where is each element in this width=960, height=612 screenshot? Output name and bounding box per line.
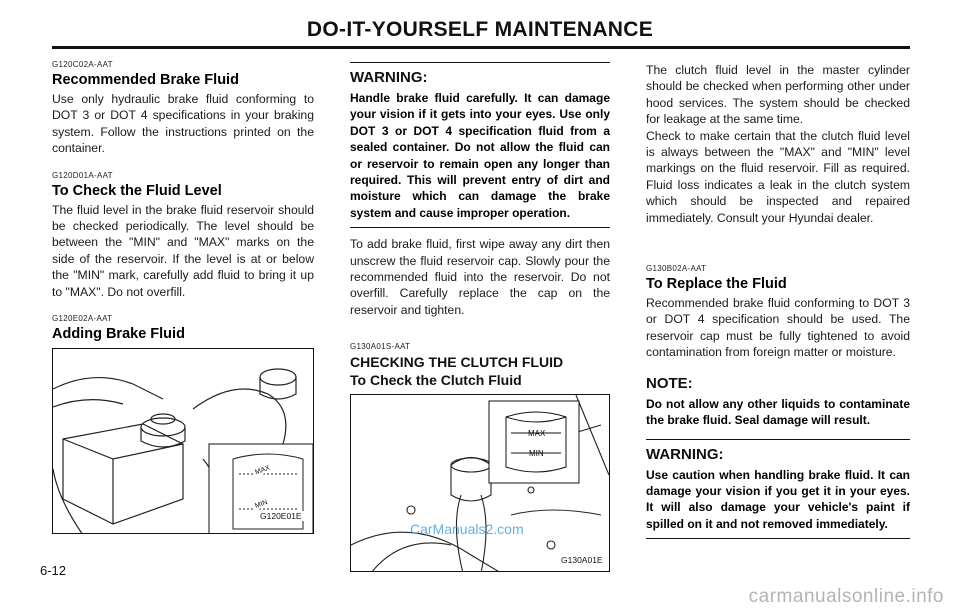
section-title: To Check the Fluid Level	[52, 182, 222, 199]
note-body: Do not allow any other liquids to contaminate the brake fluid. Seal damage will result.	[646, 396, 910, 428]
page-number: 6-12	[40, 563, 67, 578]
clutch-text-2: Check to make certain that the clutch fluid level is always between the "MAX" and "MIN" level markings on the fluid reservoir. Fill as required. Fluid loss indicates a leak in the clutch system which should be inspected and repaired immediately. Consult your Hyundai dealer.	[646, 128, 910, 225]
recommended-fluid-section	[52, 60, 314, 157]
site-footer: carmanualsonline.info	[748, 586, 944, 607]
note-title: NOTE:	[646, 374, 693, 392]
figure-code: G120E01E	[260, 511, 302, 522]
right-column	[646, 62, 910, 539]
middle-column	[350, 62, 610, 572]
warning-top-rule	[350, 62, 610, 63]
warning-title: WARNING:	[646, 445, 724, 463]
warning-top-rule	[646, 439, 910, 440]
section-code: G130A01S-AAT	[350, 342, 411, 352]
brake-reservoir-figure	[52, 348, 314, 534]
figure-max-mark: MAX	[528, 429, 546, 439]
section-code: G130B02A-AAT	[646, 264, 707, 274]
clutch-section-subtitle: To Check the Clutch Fluid	[350, 372, 522, 389]
warning-body: Use caution when handling brake fluid. It can damage your vision if you get it in your eyes. It will also damage your vehicle's paint if spilled on it and not removed immediately.	[646, 467, 910, 531]
section-code: G120C02A-AAT	[52, 60, 113, 69]
clutch-reservoir-figure	[350, 394, 610, 572]
figure-min-mark: MIN	[254, 499, 269, 511]
adding-fluid-section	[52, 314, 314, 342]
section-code: G120D01A-AAT	[52, 170, 113, 180]
warning-title: WARNING:	[350, 69, 428, 86]
page-header	[0, 18, 960, 42]
watermark: CarManuals2.com	[410, 521, 524, 537]
page-title: DO-IT-YOURSELF MAINTENANCE	[306, 18, 654, 41]
header-rule	[52, 46, 910, 49]
section-title: Adding Brake Fluid	[52, 326, 185, 343]
figure-code: G130A01E	[561, 555, 603, 566]
section-code: G120E02A-AAT	[52, 314, 113, 324]
left-column	[52, 60, 314, 534]
clutch-text-1: The clutch fluid level in the master cylinder should be checked when performing other under hood services. The system should be checked for leakage at the same time.	[646, 63, 910, 127]
section-body: Recommended brake fluid conforming to DOT 3 or DOT 4 specification should be used. The reservoir cap must be fully tightened to avoid contamination from foreign matter or moisture.	[646, 296, 910, 360]
clutch-reservoir-illustration	[351, 395, 610, 572]
section-body: Use only hydraulic brake fluid conforming to DOT 3 or DOT 4 specifications in your braking system. Follow the instructions printed on the container.	[52, 92, 314, 156]
figure-max-mark: MAX	[254, 464, 271, 477]
section-title: To Replace the Fluid	[646, 276, 787, 293]
replace-fluid-section	[646, 264, 910, 361]
warning-body: Handle brake fluid carefully. It can damage your vision if it gets into your eyes. Use only DOT 3 or DOT 4 specification fluid from a sealed container. Do not allow the fluid can or reservoir to remain open any longer than required. This will prevent entry of dirt and moisture which can damage the brake system and cause improper operation.	[350, 91, 610, 220]
section-body: The fluid level in the brake fluid reservoir should be checked periodically. The level should be between the "MIN" and "MAX" marks on the side of the reservoir. If the level is at or below the "MIN" mark, carefully add fluid to bring it up to "MAX". Do not overfill.	[52, 202, 314, 299]
check-level-section	[52, 171, 314, 300]
add-fluid-text: To add brake fluid, first wipe away any dirt then unscrew the fluid reservoir cap. Slowly pour the recommended fluid into the reservoir. Do not overfill. Carefully replace the cap on the reservoir and tighten.	[350, 237, 610, 317]
note-block	[646, 375, 910, 429]
warning-bottom-rule	[646, 538, 910, 539]
warning-bottom-rule	[350, 227, 610, 228]
brake-reservoir-illustration	[53, 349, 314, 534]
clutch-section-title: CHECKING THE CLUTCH FLUID	[350, 354, 564, 371]
figure-min-mark: MIN	[529, 449, 544, 459]
section-title: Recommended Brake Fluid	[52, 72, 239, 88]
